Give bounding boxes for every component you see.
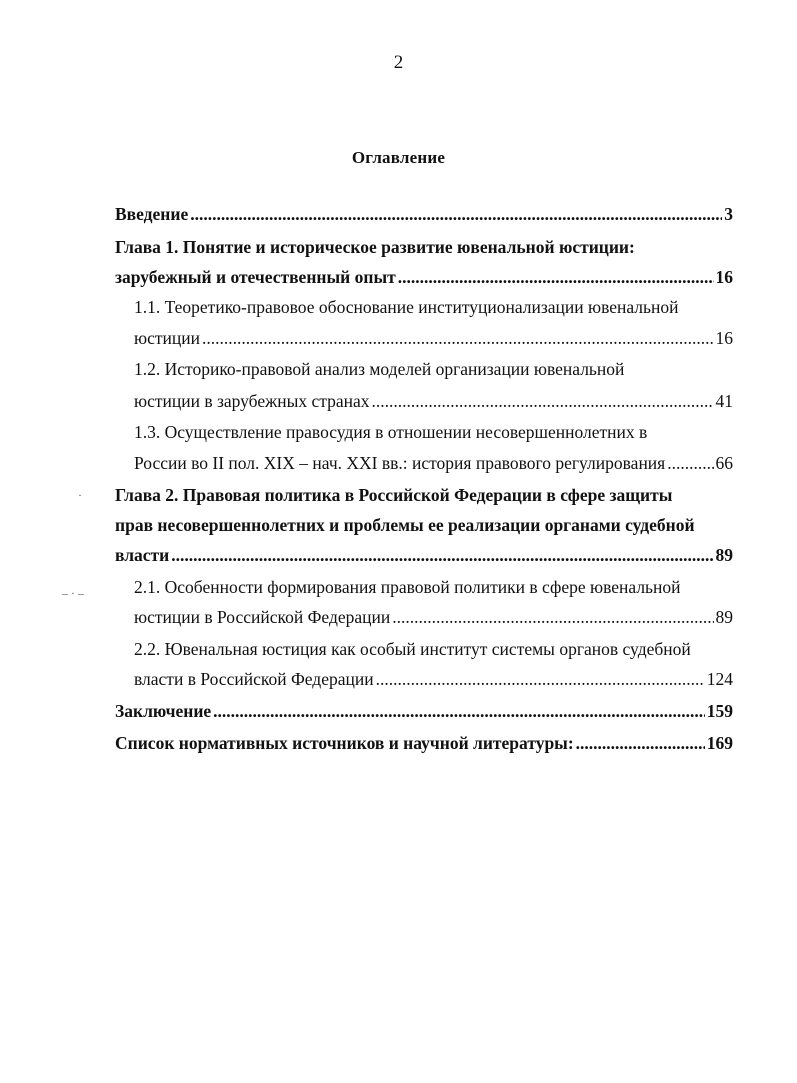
toc-entry-ch2[interactable]: [115, 544, 733, 566]
leader-dots: [372, 390, 714, 412]
toc-entry-s12-line1[interactable]: 1.2. Историко-правовой анализ моделей организации ювенальной: [134, 359, 625, 379]
toc-entry-s11-line1[interactable]: 1.1. Теоретико-правовое обоснование институционализации ювенальной: [134, 297, 679, 317]
toc-page-ref: 124: [706, 669, 733, 689]
toc-entry-label: Заключение: [115, 701, 212, 721]
toc-page-ref: 159: [706, 701, 733, 721]
toc-entry-s21[interactable]: [134, 606, 733, 628]
toc-page-ref: 41: [715, 391, 733, 411]
toc-entry-ch2-line1[interactable]: Глава 2. Правовая политика в Российской Федерации в сфере защиты: [115, 485, 673, 505]
toc-entry-ch2-line2[interactable]: прав несовершеннолетних и проблемы ее реализации органами судебной: [115, 515, 695, 535]
toc-entry-label: Список нормативных источников и научной литературы:: [115, 733, 574, 753]
leader-dots: [392, 606, 713, 628]
toc-entry-label: власти в Российской Федерации: [134, 669, 374, 689]
leader-dots: [213, 700, 705, 722]
scan-artifact: – · –: [62, 586, 84, 600]
toc-entry-ch1[interactable]: [115, 266, 733, 288]
toc-entry-s22[interactable]: [134, 668, 733, 690]
leader-dots: [398, 266, 714, 288]
toc-page-ref: 3: [724, 204, 733, 224]
toc-page-ref: 16: [715, 267, 733, 287]
toc-entry-label: Введение: [115, 204, 189, 224]
toc-page-ref: 169: [706, 733, 733, 753]
toc-entry-label: России во II пол. XIX – нач. XXI вв.: история правового регулирования: [134, 453, 666, 473]
toc-title: Оглавление: [351, 148, 446, 167]
toc-page-ref: 16: [715, 328, 733, 348]
toc-entry-s11[interactable]: [134, 327, 733, 349]
leader-dots: [667, 452, 713, 474]
toc-entry-references[interactable]: [115, 732, 733, 754]
toc-page-ref: 89: [715, 607, 733, 627]
toc-entry-label: юстиции в Российской Федерации: [134, 607, 391, 627]
leader-dots: [376, 668, 705, 690]
toc-entry-label: зарубежный и отечественный опыт: [115, 267, 396, 287]
toc-entry-s12[interactable]: [134, 390, 733, 412]
toc-entry-s13-line1[interactable]: 1.3. Осуществление правосудия в отношении несовершеннолетних в: [134, 422, 648, 442]
toc-entry-label: юстиции в зарубежных странах: [134, 391, 370, 411]
scan-artifact: ·: [78, 488, 82, 502]
toc-entry-conclusion[interactable]: [115, 700, 733, 722]
toc-entry-label: власти: [115, 545, 170, 565]
page-number: 2: [393, 52, 404, 73]
leader-dots: [171, 544, 713, 566]
toc-entry-s22-line1[interactable]: 2.2. Ювенальная юстиция как особый институт системы органов судебной: [134, 639, 691, 659]
leader-dots: [190, 203, 722, 225]
leader-dots: [202, 327, 714, 349]
toc-entry-s21-line1[interactable]: 2.1. Особенности формирования правовой политики в сфере ювенальной: [134, 577, 681, 597]
toc-entry-ch1-line1[interactable]: Глава 1. Понятие и историческое развитие ювенальной юстиции:: [115, 237, 635, 257]
toc-entry-label: юстиции: [134, 328, 200, 348]
toc-entry-intro[interactable]: [115, 203, 733, 225]
toc-entry-s13[interactable]: [134, 452, 733, 474]
toc-page-ref: 66: [715, 453, 733, 473]
toc-page-ref: 89: [715, 545, 733, 565]
leader-dots: [576, 732, 705, 754]
